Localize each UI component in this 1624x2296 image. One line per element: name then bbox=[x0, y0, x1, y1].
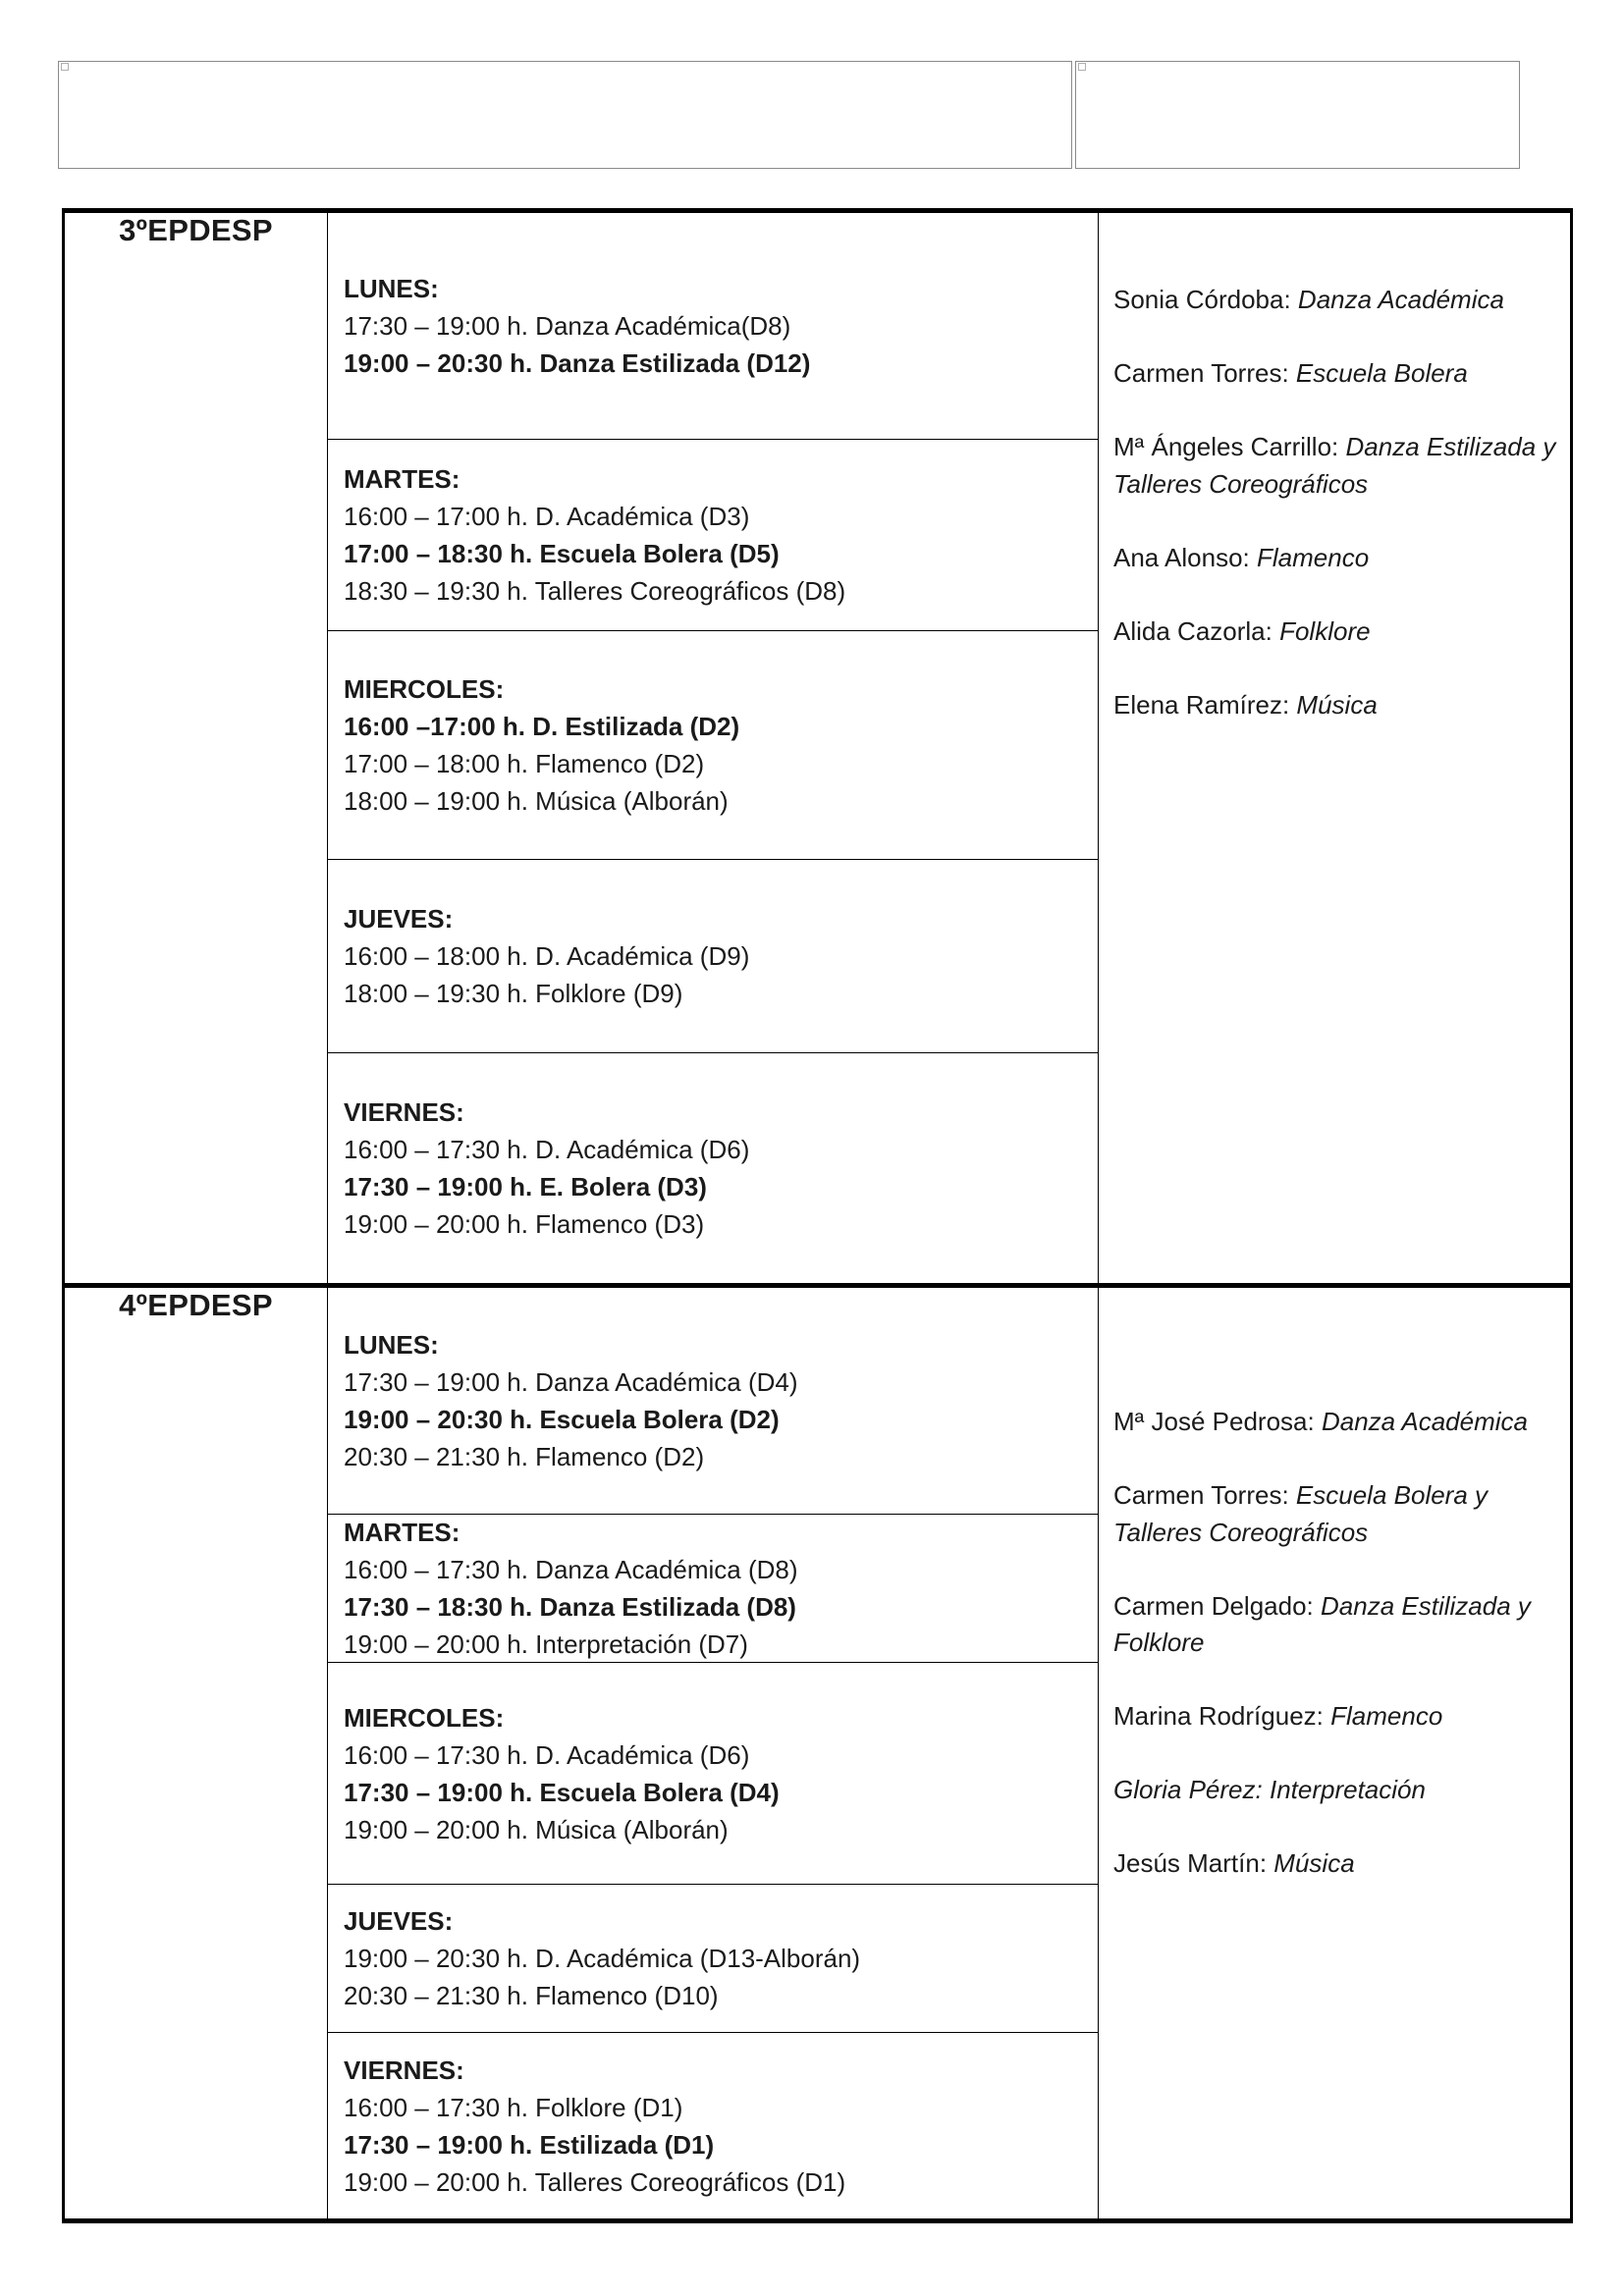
level-cell bbox=[64, 1286, 328, 2221]
teacher-subject: Danza Estilizada y Folklore bbox=[1113, 1590, 1531, 1657]
level-name: 4ºEPDESP bbox=[119, 1288, 273, 1322]
teacher-entry bbox=[1113, 355, 1570, 393]
teacher-subject: Danza Académica bbox=[1321, 1407, 1528, 1436]
day-block bbox=[328, 2032, 1098, 2218]
schedule-line: 16:00 – 17:30 h. Danza Académica (D8) bbox=[344, 1555, 798, 1584]
schedule-line: 17:30 – 19:00 h. E. Bolera (D3) bbox=[344, 1172, 707, 1201]
schedule-line: 16:00 – 18:00 h. D. Académica (D9) bbox=[344, 941, 750, 971]
teacher-subject: Escuela Bolera y Talleres Coreográficos bbox=[1113, 1480, 1489, 1547]
schedule-line: 18:00 – 19:30 h. Folklore (D9) bbox=[344, 979, 683, 1008]
day-block bbox=[328, 630, 1098, 859]
teacher-entry bbox=[1113, 282, 1570, 319]
teacher-name: Elena Ramírez: bbox=[1113, 689, 1290, 720]
day-label: LUNES: bbox=[344, 1330, 439, 1360]
schedule-line: 16:00 – 17:00 h. D. Académica (D3) bbox=[344, 502, 750, 531]
broken-image-icon bbox=[61, 63, 69, 71]
teacher-subject: Danza Estilizada y Talleres Coreográficos bbox=[1113, 432, 1556, 499]
teacher-subject: Interpretación bbox=[1269, 1775, 1426, 1804]
day-label: MIERCOLES: bbox=[344, 1702, 505, 1733]
schedule-line: 20:30 – 21:30 h. Flamenco (D2) bbox=[344, 1442, 705, 1471]
level-name: 3ºEPDESP bbox=[119, 213, 273, 247]
teacher-name: Mª Ángeles Carrillo: bbox=[1113, 432, 1339, 461]
schedule-line: 17:30 – 19:00 h. Danza Académica (D4) bbox=[344, 1367, 798, 1397]
day-label: VIERNES: bbox=[344, 1097, 464, 1127]
schedule-line: 19:00 – 20:30 h. Danza Estilizada (D12) bbox=[344, 348, 811, 378]
teacher-entry bbox=[1113, 1845, 1570, 1883]
broken-image-icon bbox=[1078, 63, 1086, 71]
schedule-line: 17:30 – 18:30 h. Danza Estilizada (D8) bbox=[344, 1592, 796, 1622]
teacher-subject: Música bbox=[1296, 689, 1378, 720]
day-block bbox=[328, 1052, 1098, 1283]
teacher-entry bbox=[1113, 1477, 1570, 1551]
day-block bbox=[328, 1662, 1098, 1884]
level-group-4 bbox=[64, 1286, 1572, 2221]
schedule-line: 16:00 – 17:30 h. Folklore (D1) bbox=[344, 2092, 683, 2122]
teacher-list bbox=[1099, 213, 1570, 723]
teacher-subject: Flamenco bbox=[1257, 542, 1370, 572]
day-block bbox=[328, 439, 1098, 630]
teacher-name: Carmen Torres: bbox=[1113, 358, 1289, 388]
schedule-line: 19:00 – 20:30 h. D. Académica (D13-Alborán) bbox=[344, 1944, 861, 1973]
day-label: MIERCOLES: bbox=[344, 674, 505, 704]
teacher-subject: Música bbox=[1273, 1848, 1355, 1878]
schedule-line: 17:30 – 19:00 h. Escuela Bolera (D4) bbox=[344, 1777, 780, 1807]
teacher-name: Carmen Torres: bbox=[1113, 1480, 1289, 1510]
teacher-subject: Danza Académica bbox=[1297, 285, 1504, 314]
day-label: VIERNES: bbox=[344, 2055, 464, 2085]
teacher-entry bbox=[1113, 1772, 1570, 1809]
teachers-cell bbox=[1099, 1286, 1572, 2221]
teacher-subject: Escuela Bolera bbox=[1295, 358, 1468, 388]
day-block bbox=[328, 859, 1098, 1052]
day-label: JUEVES: bbox=[344, 1906, 454, 1936]
teacher-subject: Flamenco bbox=[1330, 1701, 1443, 1731]
day-block bbox=[328, 1514, 1098, 1662]
teacher-entry bbox=[1113, 687, 1570, 724]
teachers-cell bbox=[1099, 211, 1572, 1286]
schedule-line: 19:00 – 20:30 h. Escuela Bolera (D2) bbox=[344, 1405, 780, 1434]
level-group-3 bbox=[64, 211, 1572, 1286]
schedule-line: 18:30 – 19:30 h. Talleres Coreográficos (D8) bbox=[344, 576, 846, 606]
day-label: MARTES: bbox=[344, 464, 460, 494]
day-label: JUEVES: bbox=[344, 904, 454, 934]
level-cell bbox=[64, 211, 328, 1286]
schedule-line: 17:30 – 19:00 h. Estilizada (D1) bbox=[344, 2129, 715, 2160]
teacher-entry bbox=[1113, 614, 1570, 651]
schedule-line: 17:00 – 18:00 h. Flamenco (D2) bbox=[344, 749, 705, 778]
teacher-name: Sonia Córdoba: bbox=[1113, 285, 1291, 314]
days-cell bbox=[328, 1286, 1099, 2221]
schedule-line: 20:30 – 21:30 h. Flamenco (D10) bbox=[344, 1981, 719, 2010]
day-label: LUNES: bbox=[344, 274, 439, 303]
teacher-entry bbox=[1113, 429, 1570, 503]
header-right-box bbox=[1075, 61, 1520, 169]
teacher-name: Ana Alonso: bbox=[1113, 542, 1250, 572]
schedule-line: 19:00 – 20:00 h. Talleres Coreográficos (D1) bbox=[344, 2166, 846, 2197]
day-label: MARTES: bbox=[344, 1518, 460, 1547]
teacher-subject: Folklore bbox=[1279, 615, 1371, 646]
teacher-entry bbox=[1113, 540, 1570, 577]
teacher-name: Gloria Pérez: bbox=[1113, 1775, 1263, 1804]
schedule-line: 17:00 – 18:30 h. Escuela Bolera (D5) bbox=[344, 539, 780, 568]
day-block bbox=[328, 1884, 1098, 2032]
day-block bbox=[328, 213, 1098, 439]
teacher-list bbox=[1099, 1288, 1570, 1883]
header-left-box bbox=[58, 61, 1072, 169]
teacher-entry bbox=[1113, 1588, 1570, 1662]
schedule-line: 16:00 –17:00 h. D. Estilizada (D2) bbox=[344, 712, 740, 741]
day-block bbox=[328, 1288, 1098, 1514]
days-cell bbox=[328, 211, 1099, 1286]
teacher-name: Jesús Martín: bbox=[1113, 1848, 1268, 1878]
schedule-line: 16:00 – 17:30 h. D. Académica (D6) bbox=[344, 1739, 750, 1770]
schedule-line: 19:00 – 20:00 h. Interpretación (D7) bbox=[344, 1629, 748, 1659]
schedule-line: 19:00 – 20:00 h. Música (Alborán) bbox=[344, 1814, 729, 1844]
schedule-line: 19:00 – 20:00 h. Flamenco (D3) bbox=[344, 1209, 705, 1239]
schedule-table bbox=[62, 208, 1573, 2223]
teacher-entry bbox=[1113, 1698, 1570, 1735]
teacher-name: Alida Cazorla: bbox=[1113, 615, 1272, 646]
teacher-name: Mª José Pedrosa: bbox=[1113, 1407, 1315, 1436]
schedule-line: 17:30 – 19:00 h. Danza Académica(D8) bbox=[344, 311, 791, 341]
schedule-line: 18:00 – 19:00 h. Música (Alborán) bbox=[344, 786, 729, 816]
schedule-line: 16:00 – 17:30 h. D. Académica (D6) bbox=[344, 1135, 750, 1164]
teacher-name: Marina Rodríguez: bbox=[1113, 1701, 1324, 1731]
teacher-name: Carmen Delgado: bbox=[1113, 1590, 1314, 1621]
teacher-entry bbox=[1113, 1404, 1570, 1441]
